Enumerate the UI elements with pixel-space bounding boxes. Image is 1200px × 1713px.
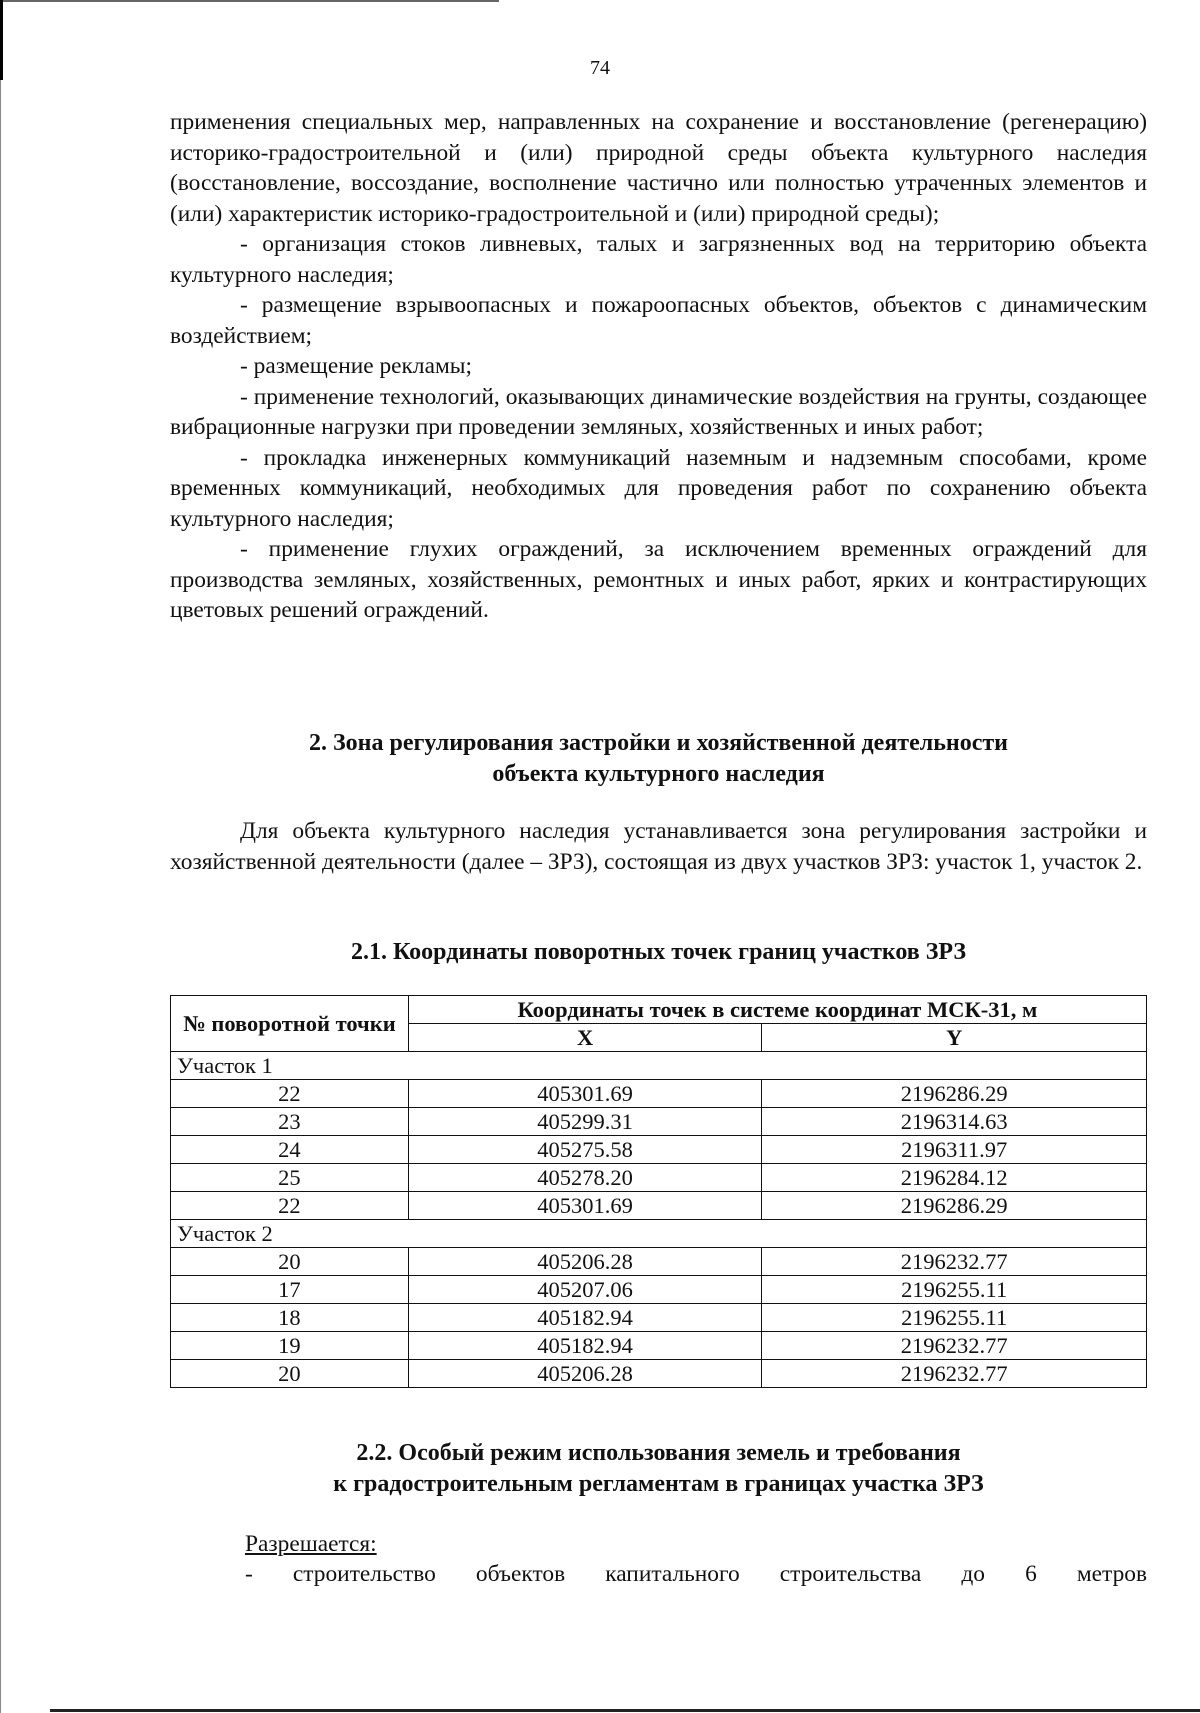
list-item: - организация стоков ливневых, талых и загрязненных вод на территорию объекта культурного наследия; <box>170 231 1147 288</box>
paragraph: применения специальных мер, направленных на сохранение и восстановление (регенерацию) историко-градостроительной и (или) природной среды объекта культурного наследия (восстановление, воссоздание, восполнение частично или полностью утраченных элементов и (или) характеристик историко-градостроительной и (или) природной среды); <box>170 109 1147 227</box>
header-coordinates: Координаты точек в системе координат МСК-31, м <box>408 996 1146 1024</box>
section-label: Участок 2 <box>171 1220 1147 1248</box>
x-cell: 405206.28 <box>408 1248 762 1276</box>
intro-text-block <box>170 107 1147 626</box>
point-cell: 18 <box>171 1304 409 1332</box>
heading-line: к градостроительным регламентам в границах участка ЗРЗ <box>333 1471 984 1497</box>
y-cell: 2196286.29 <box>762 1080 1147 1108</box>
point-cell: 24 <box>171 1136 409 1164</box>
x-cell: 405301.69 <box>408 1192 762 1220</box>
y-cell: 2196286.29 <box>762 1192 1147 1220</box>
paragraph: Для объекта культурного наследия устанавливается зона регулирования застройки и хозяйственной деятельности (далее – ЗРЗ), состоящая из двух участков ЗРЗ: участок 1, участок 2. <box>170 818 1147 875</box>
table-row <box>171 1108 1147 1136</box>
point-cell: 17 <box>171 1276 409 1304</box>
table-row <box>171 1304 1147 1332</box>
heading-line: 2.2. Особый режим использования земель и требования <box>356 1440 961 1466</box>
x-cell: 405182.94 <box>408 1304 762 1332</box>
scan-border-bottom <box>50 1709 1200 1712</box>
x-cell: 405299.31 <box>408 1108 762 1136</box>
table-row <box>171 1192 1147 1220</box>
point-cell: 22 <box>171 1080 409 1108</box>
list-item: - применение технологий, оказывающих динамические воздействия на грунты, создающее вибрационные нагрузки при проведении земляных, хозяйственных и иных работ; <box>170 383 1147 440</box>
header-x: X <box>408 1024 762 1052</box>
header-y: Y <box>762 1024 1147 1052</box>
point-cell: 25 <box>171 1164 409 1192</box>
heading-line: объекта культурного наследия <box>492 761 825 787</box>
header-point-number: № поворотной точки <box>171 996 409 1052</box>
point-cell: 23 <box>171 1108 409 1136</box>
allowed-item: - строительство объектов капитального строительства до 6 метров <box>245 1561 1147 1587</box>
y-cell: 2196284.12 <box>762 1164 1147 1192</box>
list-item: - применение глухих ограждений, за исключением временных ограждений для производства земляных, хозяйственных, ремонтных и иных работ, ярких и контрастирующих цветовых решений ограждений. <box>170 536 1147 623</box>
coordinates-table <box>170 995 1147 1388</box>
point-cell: 19 <box>171 1332 409 1360</box>
table-row <box>171 1080 1147 1108</box>
y-cell: 2196311.97 <box>762 1136 1147 1164</box>
scan-border-top <box>2 0 499 2</box>
table-row <box>171 1248 1147 1276</box>
section2-text-block <box>170 816 1147 877</box>
y-cell: 2196232.77 <box>762 1332 1147 1360</box>
table-row <box>171 1276 1147 1304</box>
section-label: Участок 1 <box>171 1052 1147 1080</box>
table-row <box>171 1360 1147 1388</box>
x-cell: 405182.94 <box>408 1332 762 1360</box>
list-item: - размещение рекламы; <box>240 353 472 379</box>
section-heading-2 <box>170 728 1147 790</box>
table-section-row <box>171 1220 1147 1248</box>
scan-border-left-thin <box>0 80 1 1713</box>
point-cell: 20 <box>171 1360 409 1388</box>
y-cell: 2196255.11 <box>762 1276 1147 1304</box>
list-item: - прокладка инженерных коммуникаций наземным и надземным способами, кроме временных коммуникаций, необходимых для проведения работ по сохранению объекта культурного наследия; <box>170 444 1147 532</box>
allowed-label: Разрешается: <box>245 1531 377 1557</box>
section-heading-2-2 <box>170 1438 1147 1500</box>
point-cell: 20 <box>171 1248 409 1276</box>
x-cell: 405206.28 <box>408 1360 762 1388</box>
table-row <box>171 1332 1147 1360</box>
x-cell: 405207.06 <box>408 1276 762 1304</box>
page-number: 74 <box>590 57 610 79</box>
x-cell: 405278.20 <box>408 1164 762 1192</box>
y-cell: 2196232.77 <box>762 1248 1147 1276</box>
table-row <box>171 1136 1147 1164</box>
point-cell: 22 <box>171 1192 409 1220</box>
table-row <box>171 1164 1147 1192</box>
y-cell: 2196255.11 <box>762 1304 1147 1332</box>
y-cell: 2196232.77 <box>762 1360 1147 1388</box>
section-heading-2-1: 2.1. Координаты поворотных точек границ участков ЗРЗ <box>350 939 967 965</box>
list-item: - размещение взрывоопасных и пожароопасных объектов, объектов с динамическим воздействием; <box>170 292 1147 349</box>
heading-line: 2. Зона регулирования застройки и хозяйственной деятельности <box>308 730 1009 756</box>
table-section-row <box>171 1052 1147 1080</box>
x-cell: 405301.69 <box>408 1080 762 1108</box>
x-cell: 405275.58 <box>408 1136 762 1164</box>
y-cell: 2196314.63 <box>762 1108 1147 1136</box>
